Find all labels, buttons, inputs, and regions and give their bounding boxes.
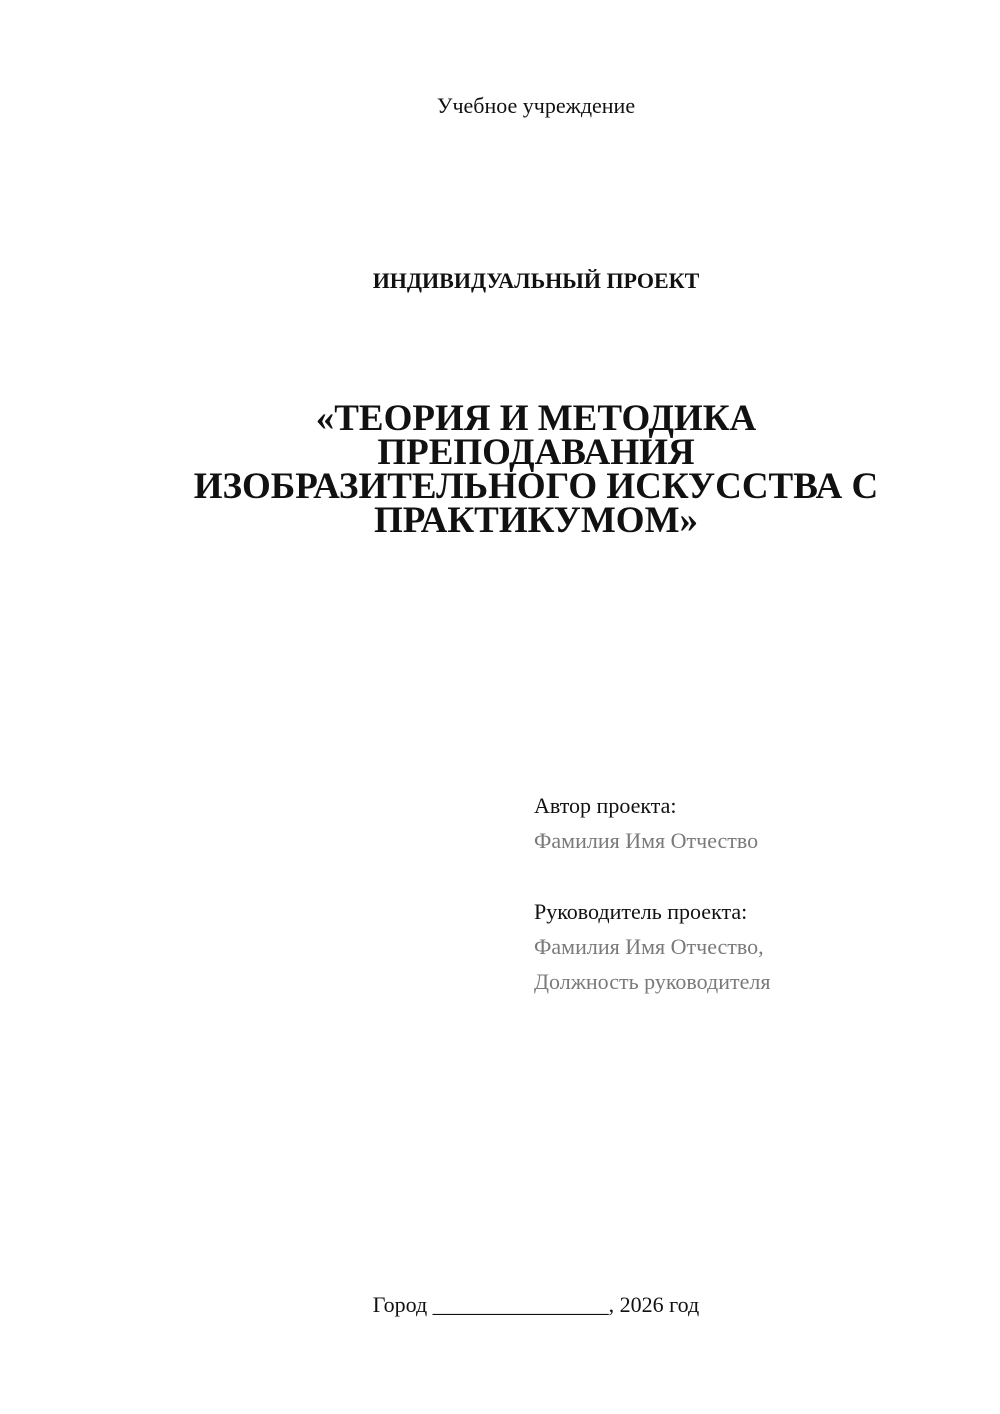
project-title-line: «ТЕОРИЯ И МЕТОДИКА [315,398,757,439]
project-title-line: ИЗОБРАЗИТЕЛЬНОГО ИСКУССТВА С [193,466,879,507]
project-title-line: ПРЕПОДАВАНИЯ [377,432,695,473]
author-label: Автор проекта: [534,793,677,818]
document-type: ИНДИВИДУАЛЬНЫЙ ПРОЕКТ [372,268,700,293]
project-title [150,398,922,541]
credits-block [534,788,974,999]
supervisor-position: Должность руководителя [534,969,771,994]
supervisor-label: Руководитель проекта: [534,899,748,924]
supervisor-name: Фамилия Имя Отчество, [534,934,764,959]
institution-name: Учебное учреждение [436,93,636,118]
city-year-line: Город ________________, 2026 год [372,1292,700,1317]
project-title-line: ПРАКТИКУМОМ» [373,500,699,541]
credits-spacer [534,858,974,894]
author-name: Фамилия Имя Отчество [534,828,759,853]
